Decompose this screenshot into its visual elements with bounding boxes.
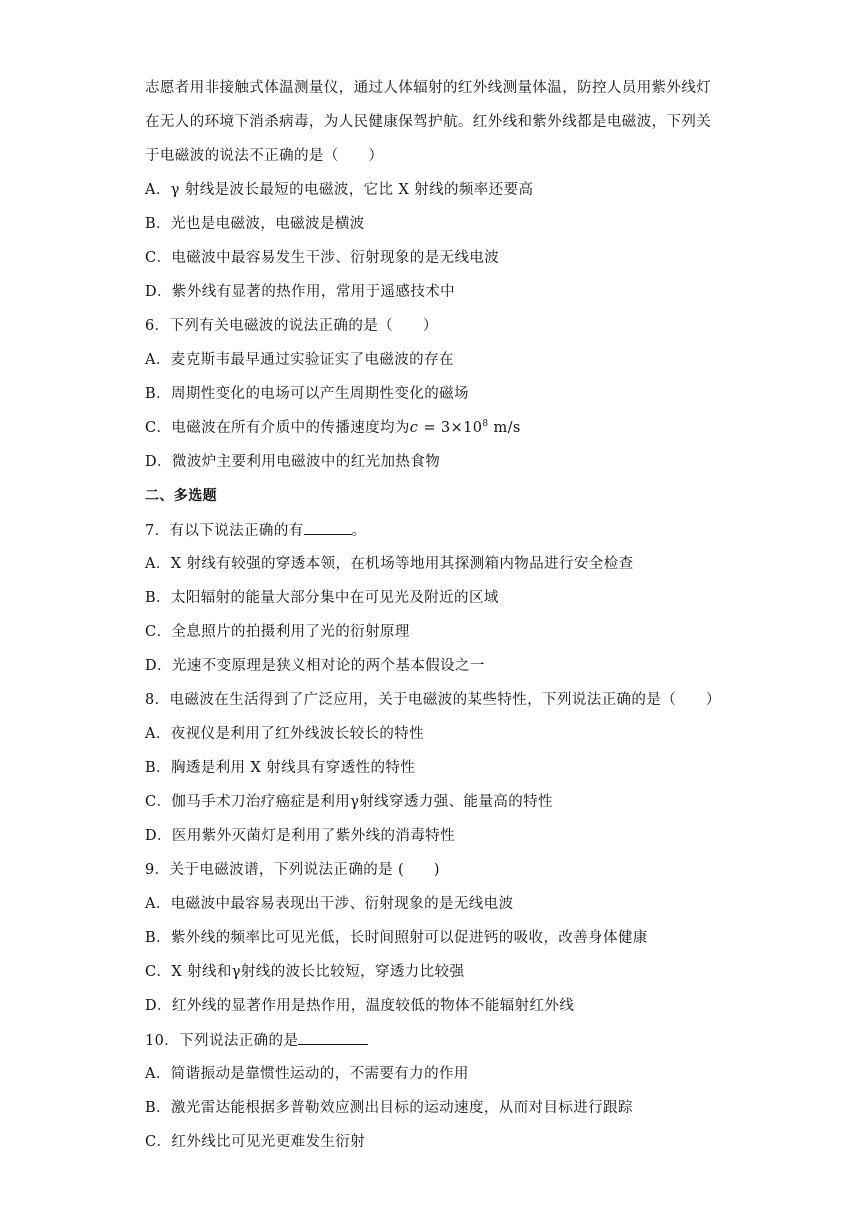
q8-stem: 8．电磁波在生活得到了广泛应用，关于电磁波的某些特性，下列说法正确的是（ ） <box>145 692 721 708</box>
q7-option-b: B．太阳辐射的能量大部分集中在可见光及附近的区域 <box>145 590 499 606</box>
formula-exponent: 8 <box>482 419 489 429</box>
q9-option-c: C．X 射线和γ射线的波长比较短，穿透力比较强 <box>145 964 465 980</box>
q10-option-b: B．激光雷达能根据多普勒效应测出目标的运动速度，从而对目标进行跟踪 <box>145 1100 633 1116</box>
q9-option-d: D．红外线的显著作用是热作用，温度较低的物体不能辐射红外线 <box>145 998 575 1014</box>
q5-stem-line3: 于电磁波的说法不正确的是（ ） <box>145 148 384 164</box>
q10-answer-blank <box>298 1030 368 1045</box>
q6-option-c-text: C．电磁波在所有介质中的传播速度均为 <box>145 420 410 436</box>
q7-option-c: C．全息照片的拍摄利用了光的衍射原理 <box>145 624 410 640</box>
q6-option-c <box>145 418 521 438</box>
q10-option-a: A．简谐振动是靠惯性运动的，不需要有力的作用 <box>145 1066 469 1082</box>
formula-mid: = 3×10 <box>418 420 483 436</box>
q5-option-d: D．紫外线有显著的热作用，常用于遥感技术中 <box>145 284 456 300</box>
q5-option-c: C．电磁波中最容易发生干涉、衍射现象的是无线电波 <box>145 250 500 266</box>
q6-stem: 6．下列有关电磁波的说法正确的是（ ） <box>145 318 438 334</box>
q10-stem <box>145 1030 368 1051</box>
q6-option-b: B．周期性变化的电场可以产生周期性变化的磁场 <box>145 386 469 402</box>
q8-option-b: B．胸透是利用 X 射线具有穿透性的特性 <box>145 760 416 776</box>
q7-stem-end: 。 <box>351 523 367 539</box>
q6-option-d: D．微波炉主要利用电磁波中的红光加热食物 <box>145 454 441 470</box>
q5-option-a: A．γ 射线是波长最短的电磁波，它比 X 射线的频率还要高 <box>145 182 534 198</box>
q5-option-b: B．光也是电磁波，电磁波是横波 <box>145 216 365 232</box>
q6-option-a: A．麦克斯韦最早通过实验证实了电磁波的存在 <box>145 352 454 368</box>
q8-option-c: C．伽马手术刀治疗癌症是利用γ射线穿透力强、能量高的特性 <box>145 794 553 810</box>
q9-option-b: B．紫外线的频率比可见光低，长时间照射可以促进钙的吸收，改善身体健康 <box>145 930 648 946</box>
q10-stem-text: 10．下列说法正确的是 <box>145 1033 299 1049</box>
q9-stem: 9．关于电磁波谱，下列说法正确的是 ( ) <box>145 862 440 878</box>
q8-option-a: A．夜视仪是利用了红外线波长较长的特性 <box>145 726 425 742</box>
q7-option-d: D．光速不变原理是狭义相对论的两个基本假设之一 <box>145 658 485 674</box>
formula-unit: m/s <box>488 420 521 436</box>
q9-option-a: A．电磁波中最容易表现出干涉、衍射现象的是无线电波 <box>145 896 514 912</box>
q5-stem-line2: 在无人的环境下消杀病毒，为人民健康保驾护航。红外线和紫外线都是电磁波，下列关 <box>145 114 712 130</box>
q5-stem-line1: 志愿者用非接触式体温测量仪，通过人体辐射的红外线测量体温，防控人员用紫外线灯 <box>145 80 712 96</box>
q8-option-d: D．医用紫外灭菌灯是利用了紫外线的消毒特性 <box>145 828 456 844</box>
q10-option-c: C．红外线比可见光更难发生衍射 <box>145 1134 366 1150</box>
speed-of-light-formula <box>410 420 521 436</box>
q7-option-a: A．X 射线有较强的穿透本领，在机场等地用其探测箱内物品进行安全检查 <box>145 556 634 572</box>
formula-variable: c <box>409 420 419 436</box>
q7-answer-blank <box>304 520 352 535</box>
section-heading-multiple-choice: 二、多选题 <box>145 488 217 504</box>
q7-stem <box>145 520 367 541</box>
q7-stem-text: 7．有以下说法正确的有 <box>145 523 304 539</box>
